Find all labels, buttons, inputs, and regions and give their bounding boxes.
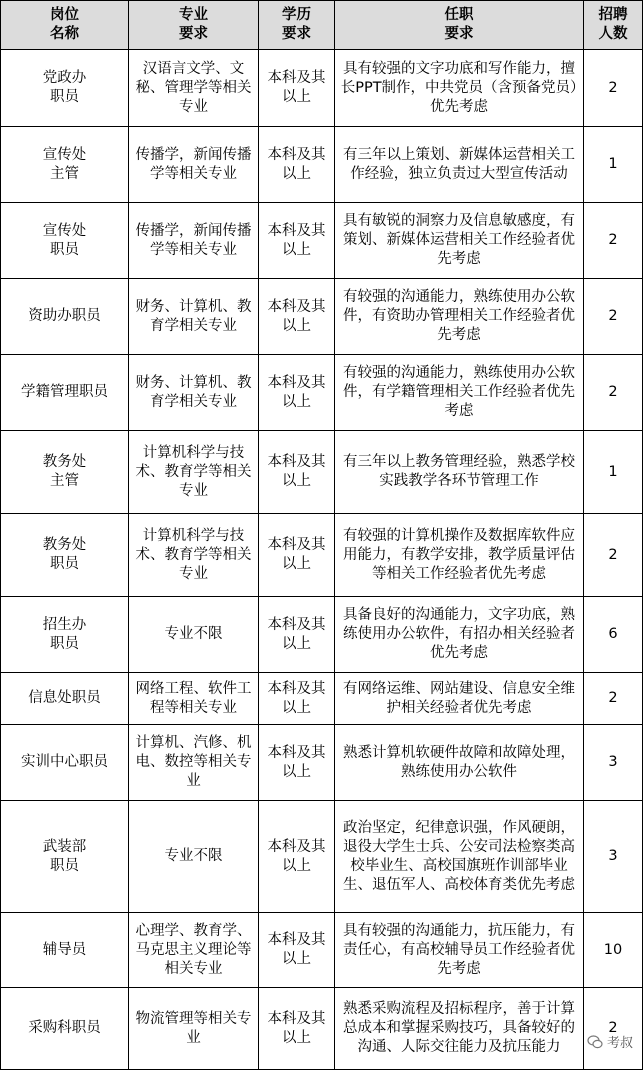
- position-cell: 党政办 职员: [1, 50, 129, 127]
- count-cell: 1: [584, 431, 643, 514]
- count-cell: 6: [584, 597, 643, 673]
- requirements-cell: 有较强的沟通能力，熟练使用办公软件，有学籍管理相关工作经验者优先考虑: [335, 355, 584, 431]
- count-cell: 2: [584, 279, 643, 355]
- major-cell: 网络工程、软件工程等相关专业: [129, 673, 259, 725]
- header-position: 岗位 名称: [1, 1, 129, 50]
- position-cell: 采购科职员: [1, 988, 129, 1070]
- requirements-cell: 政治坚定，纪律意识强，作风硬朗，退役大学生士兵、公安司法检察类高校毕业生、高校国旗班作训部毕业生、退伍军人、高校体育类优先考虑: [335, 801, 584, 913]
- requirements-cell: 熟悉采购流程及招标程序，善于计算总成本和掌握采购技巧，具备较好的沟通、人际交往能力及抗压能力: [335, 988, 584, 1070]
- major-cell: 物流管理等相关专业: [129, 988, 259, 1070]
- table-row: [1, 355, 643, 431]
- count-cell: 2: [584, 50, 643, 127]
- education-cell: 本科及其以上: [259, 279, 335, 355]
- position-cell: 实训中心职员: [1, 725, 129, 801]
- major-cell: 心理学、教育学、马克思主义理论等相关专业: [129, 913, 259, 988]
- table-row: [1, 913, 643, 988]
- position-cell: 宣传处 主管: [1, 127, 129, 203]
- count-cell: 2: [584, 673, 643, 725]
- position-cell: 教务处 职员: [1, 514, 129, 597]
- header-count: 招聘 人数: [584, 1, 643, 50]
- position-cell: 宣传处 职员: [1, 203, 129, 279]
- education-cell: 本科及其以上: [259, 203, 335, 279]
- major-cell: 计算机科学与技术、教育学等相关专业: [129, 514, 259, 597]
- requirements-cell: 有较强的沟通能力，熟练使用办公软件，有资助办管理相关工作经验者优先考虑: [335, 279, 584, 355]
- position-cell: 信息处职员: [1, 673, 129, 725]
- major-cell: 传播学，新闻传播学等相关专业: [129, 203, 259, 279]
- count-cell: 3: [584, 801, 643, 913]
- education-cell: 本科及其以上: [259, 913, 335, 988]
- major-cell: 专业不限: [129, 801, 259, 913]
- count-cell: 2: [584, 355, 643, 431]
- education-cell: 本科及其以上: [259, 355, 335, 431]
- major-cell: 财务、计算机、教育学相关专业: [129, 279, 259, 355]
- requirements-cell: 有较强的计算机操作及数据库软件应用能力，有教学安排，教学质量评估等相关工作经验者优先考虑: [335, 514, 584, 597]
- requirements-cell: 具有敏锐的洞察力及信息敏感度，有策划、新媒体运营相关工作经验者优先考虑: [335, 203, 584, 279]
- count-cell: 1: [584, 127, 643, 203]
- education-cell: 本科及其以上: [259, 50, 335, 127]
- position-cell: 资助办职员: [1, 279, 129, 355]
- watermark: [587, 1032, 633, 1051]
- education-cell: 本科及其以上: [259, 801, 335, 913]
- table-row: [1, 279, 643, 355]
- major-cell: 计算机科学与技术、教育学等相关专业: [129, 431, 259, 514]
- major-cell: 计算机、汽修、机电、数控等相关专业: [129, 725, 259, 801]
- table-row: [1, 514, 643, 597]
- count-cell: 2: [584, 203, 643, 279]
- education-cell: 本科及其以上: [259, 514, 335, 597]
- watermark-text: 考叔: [606, 1036, 633, 1051]
- header-major: 专业 要求: [129, 1, 259, 50]
- requirements-cell: 有三年以上教务管理经验，熟悉学校实践教学各环节管理工作: [335, 431, 584, 514]
- table-header-row: [1, 1, 643, 50]
- requirements-cell: 具有较强的沟通能力，抗压能力，有责任心，有高校辅导员工作经验者优先考虑: [335, 913, 584, 988]
- table-row: [1, 988, 643, 1070]
- count-cell: 2: [584, 988, 643, 1070]
- major-cell: 专业不限: [129, 597, 259, 673]
- position-cell: 武装部 职员: [1, 801, 129, 913]
- wechat-icon: [587, 1034, 603, 1050]
- count-cell: 10: [584, 913, 643, 988]
- count-cell: 3: [584, 725, 643, 801]
- major-cell: 财务、计算机、教育学相关专业: [129, 355, 259, 431]
- count-cell: 2: [584, 514, 643, 597]
- education-cell: 本科及其以上: [259, 431, 335, 514]
- requirements-cell: 有网络运维、网站建设、信息安全维护相关经验者优先考虑: [335, 673, 584, 725]
- education-cell: 本科及其以上: [259, 725, 335, 801]
- table-row: [1, 801, 643, 913]
- table-row: [1, 673, 643, 725]
- position-cell: 教务处 主管: [1, 431, 129, 514]
- major-cell: 传播学，新闻传播学等相关专业: [129, 127, 259, 203]
- requirements-cell: 具有较强的文字功底和写作能力，擅长PPT制作，中共党员（含预备党员）优先考虑: [335, 50, 584, 127]
- requirements-cell: 熟悉计算机软硬件故障和故障处理，熟练使用办公软件: [335, 725, 584, 801]
- requirements-cell: 有三年以上策划、新媒体运营相关工作经验，独立负责过大型宣传活动: [335, 127, 584, 203]
- table-row: [1, 127, 643, 203]
- table-row: [1, 203, 643, 279]
- position-cell: 学籍管理职员: [1, 355, 129, 431]
- table-row: [1, 725, 643, 801]
- major-cell: 汉语言文学、文秘、管理学等相关专业: [129, 50, 259, 127]
- table-row: [1, 597, 643, 673]
- education-cell: 本科及其以上: [259, 597, 335, 673]
- requirements-cell: 具备良好的沟通能力，文字功底，熟练使用办公软件，有招办相关经验者优先考虑: [335, 597, 584, 673]
- education-cell: 本科及其以上: [259, 988, 335, 1070]
- header-requirements: 任职 要求: [335, 1, 584, 50]
- position-cell: 辅导员: [1, 913, 129, 988]
- education-cell: 本科及其以上: [259, 127, 335, 203]
- table-row: [1, 50, 643, 127]
- position-cell: 招生办 职员: [1, 597, 129, 673]
- education-cell: 本科及其以上: [259, 673, 335, 725]
- table-row: [1, 431, 643, 514]
- header-education: 学历 要求: [259, 1, 335, 50]
